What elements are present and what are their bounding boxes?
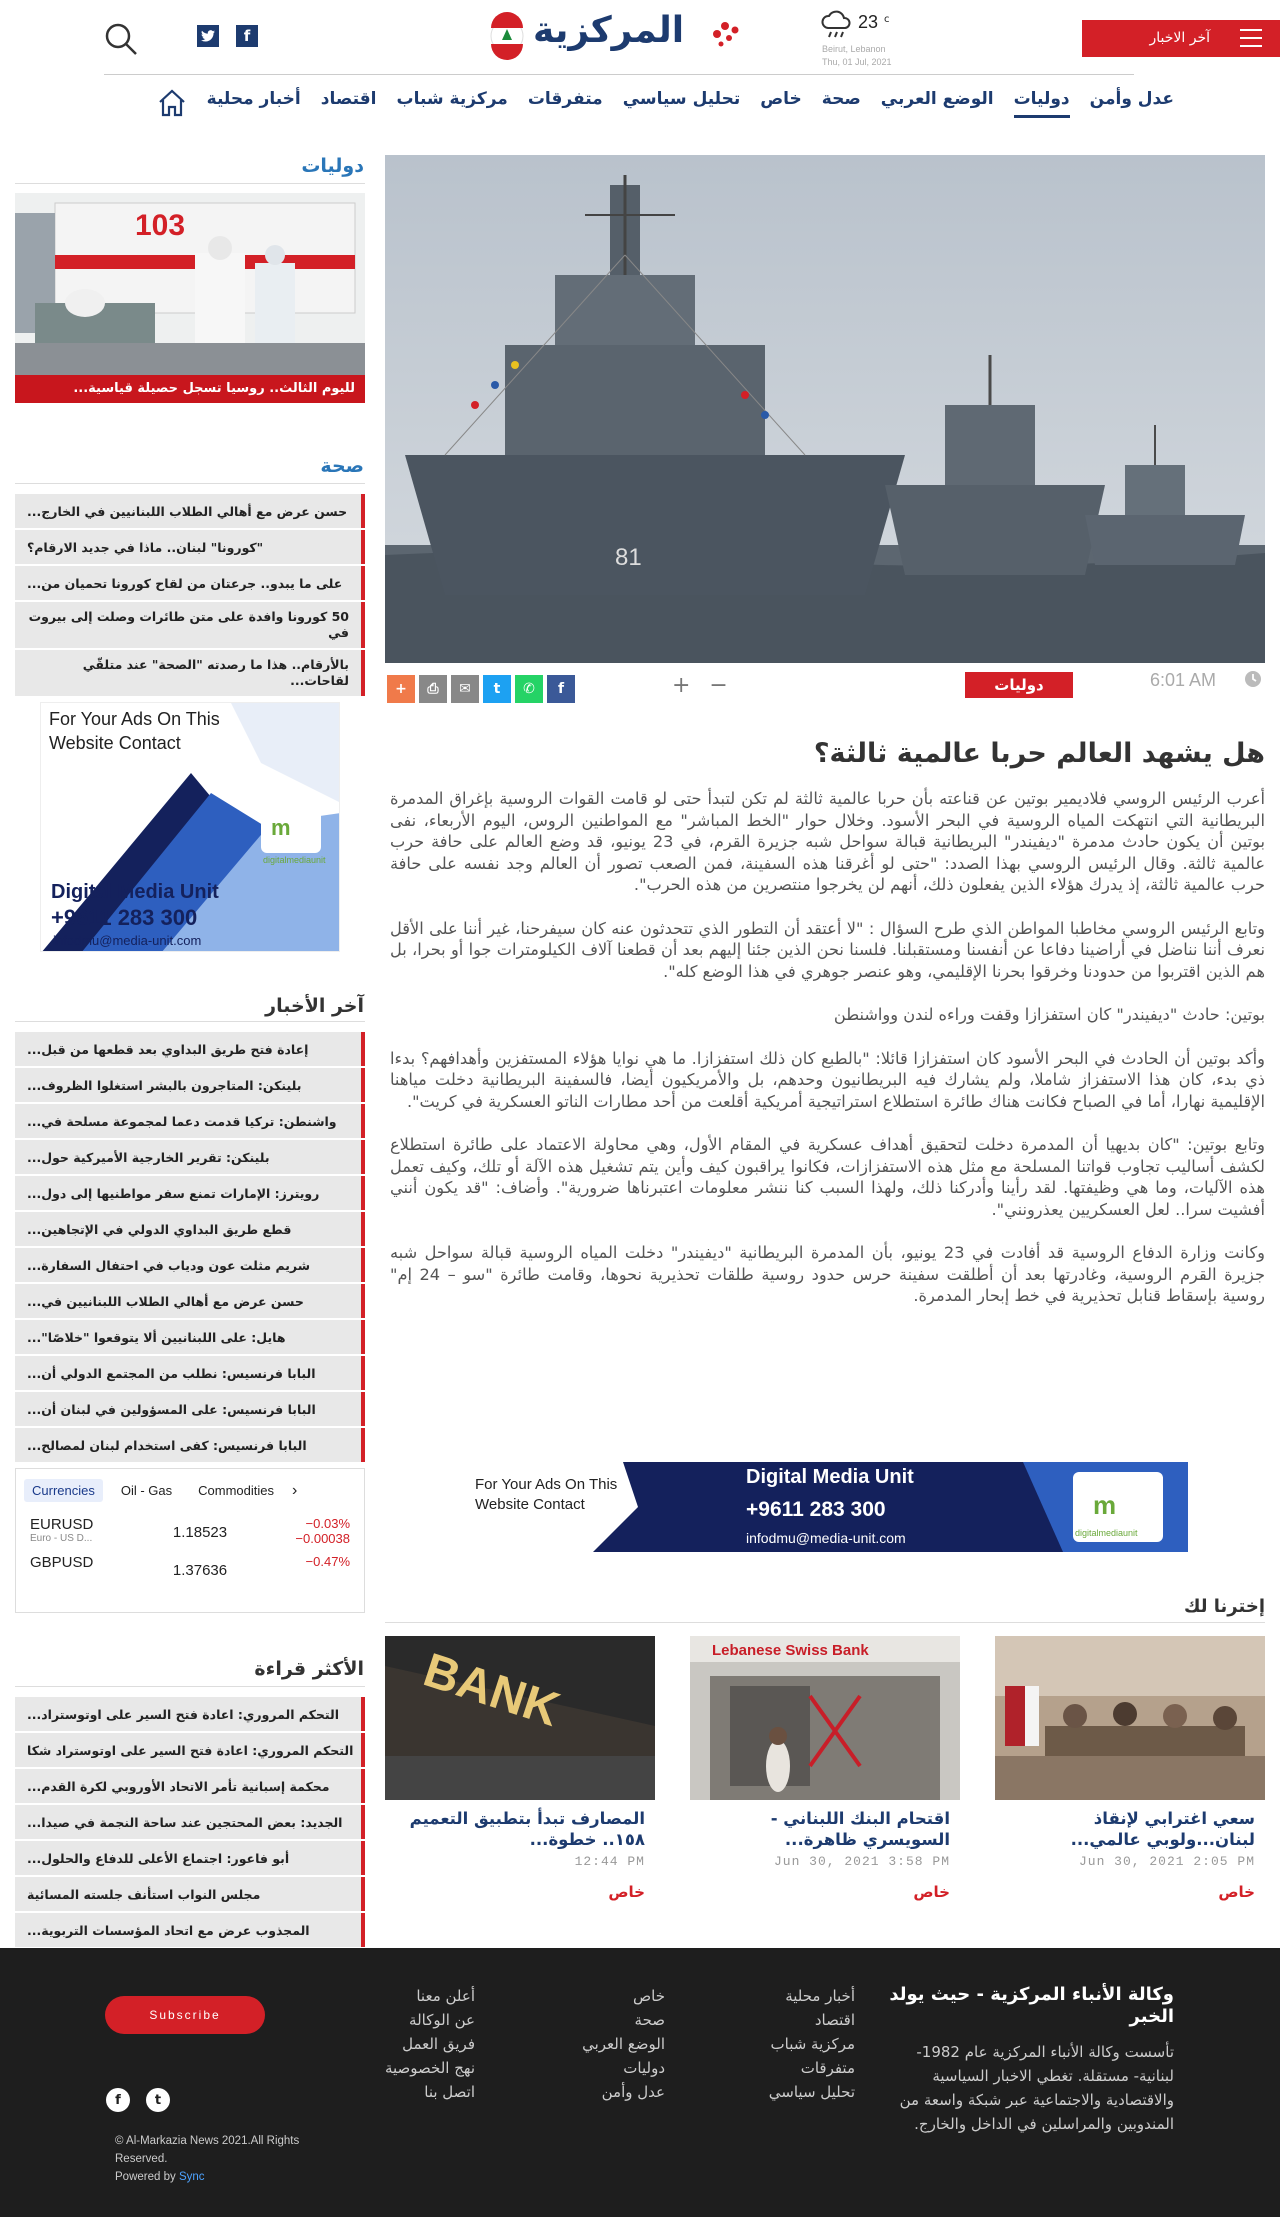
ad-text-line1: For Your Ads On This bbox=[49, 709, 220, 729]
sidebar-ad-banner[interactable] bbox=[40, 702, 340, 952]
latest-news-item[interactable]: البابا فرنسيس: كفى استخدام لبنان لمصالح... bbox=[15, 1428, 365, 1462]
article-body bbox=[390, 788, 1265, 1329]
svg-text:103: 103 bbox=[135, 209, 186, 242]
email-icon[interactable]: ✉ bbox=[451, 675, 479, 703]
footer-copyright bbox=[115, 2132, 315, 2186]
footer-links-col1 bbox=[769, 1984, 855, 2104]
share-buttons bbox=[387, 675, 575, 703]
health-list bbox=[15, 494, 365, 698]
most-read-item[interactable]: المجذوب عرض مع اتحاد المؤسسات التربوية... bbox=[15, 1913, 365, 1947]
selection-divider bbox=[385, 1622, 1265, 1623]
sync-link[interactable]: Sync bbox=[178, 2171, 205, 2183]
ad-brand: Digital Media Unit bbox=[51, 881, 219, 903]
article-paragraph: أعرب الرئيس الروسي فلاديمير بوتين عن قناعته بأن حربا عالمية ثالثة لم تكن لتبدأ حتى لو قامت القوات الروسية بإغراق المدمرة البريطانية التي انتهكت المياه الروسية في البحر الأسود. وخلال حوار "الخط المباشر" مع المواطنين الروس، اليوم الأربعاء، نفى بوتين أن يكون حادث مدمرة "ديفيندر" البريطانية قبالة سواحل شبه جزيرة القرم، في 23 يونيو، قد وضع العالم على حافة حرب عالمية ثالثة. وقال الرئيس الروسي بهذا الصدد: "حتى لو أغرقنا هذه السفينة، فمن الصعب تصور أن العالم وجد نفسه على حافة حرب عالمية ثالثة، إذ يدرك هؤلاء الذين يفعلون ذلك، أنهم لن يخرجوا منتصرين من هذه الحرب". bbox=[390, 789, 1265, 894]
footer-link[interactable]: اقتصاد bbox=[814, 2011, 855, 2029]
footer-link[interactable]: اتصل بنا bbox=[424, 2083, 475, 2101]
footer-link[interactable]: خاص bbox=[633, 1987, 665, 2005]
font-size-controls[interactable]: + − bbox=[672, 673, 734, 698]
ad-text-line2: Website Contact bbox=[49, 733, 181, 753]
weather-temp: 23 bbox=[858, 12, 879, 32]
weather-unit: c bbox=[884, 14, 890, 25]
lebanon-flag-icon bbox=[491, 12, 523, 60]
tab-commodities[interactable]: Commodities bbox=[198, 1483, 275, 1498]
currency-price: 1.18523 bbox=[172, 1524, 228, 1541]
svg-text:m: m bbox=[1093, 1490, 1117, 1520]
home-icon[interactable] bbox=[157, 88, 187, 118]
card-image bbox=[995, 1636, 1265, 1800]
cloud-rain-icon bbox=[820, 10, 854, 40]
card-image bbox=[385, 1636, 655, 1800]
article-subheading: بوتين: حادث "ديفيندر" كان استفزازا وقفت وراءه لندن وواشنطن bbox=[833, 1005, 1265, 1024]
sidebar-divider bbox=[15, 183, 365, 184]
currency-desc: Euro - US D... bbox=[30, 1533, 93, 1544]
sidebar-world-caption: لليوم الثالث.. روسيا تسجل حصيلة قياسية... bbox=[15, 375, 365, 403]
most-read-item[interactable]: محكمة إسبانية تأمر الاتحاد الأوروبي لكرة القدم... bbox=[15, 1769, 365, 1803]
svg-text:81: 81 bbox=[615, 544, 642, 571]
twitter-share-icon[interactable]: t bbox=[483, 675, 511, 703]
article-paragraph: وتابع الرئيس الروسي مخاطبا المواطن الذي طرح السؤال : "لا أعتقد أن التطور الذي تتحدثون عنه كان سيفرحنا، غير أننا على الأقل نعرف أننا نناضل في أراضينا دفاعا عن أنفسنا ومستقبلنا. فلسنا نحن الذين جئنا إليهم بعد أن قطعنا آلاف الكيلومترات جوا أو بحرا، بل هم الذين اقتربوا من حدودنا وخرقوا بحرنا الإقليمي، وهو عنصر جوهري في هذا الوضع كله". bbox=[390, 918, 1265, 981]
ad-phone: +9611 283 300 bbox=[746, 1498, 886, 1521]
footer-links-col2 bbox=[582, 1984, 665, 2104]
most-read-item[interactable]: التحكم المروري: اعادة فتح السير على اوتوستراد... bbox=[15, 1697, 365, 1731]
whatsapp-icon[interactable]: ✆ bbox=[515, 675, 543, 703]
footer-link[interactable]: أعلن معنا bbox=[416, 1987, 475, 2005]
sidebar-latest-title[interactable]: آخر الأخبار bbox=[265, 995, 364, 1017]
weather-widget bbox=[820, 8, 910, 70]
footer-link[interactable]: متفرقات bbox=[800, 2059, 855, 2077]
card-sign-text: BANK bbox=[417, 1643, 566, 1737]
sidebar-world-card[interactable] bbox=[15, 193, 365, 403]
health-list-item[interactable]: بالأرقام.. هذا ما رصدته "الصحة" عند متلقّي لقاحات... bbox=[15, 650, 365, 696]
sidebar-mostread-title[interactable]: الأكثر قراءة bbox=[254, 1658, 364, 1680]
latest-news-item[interactable]: رويترز: الإمارات تمنع سفر مواطنيها إلى دول... bbox=[15, 1176, 365, 1210]
footer-link[interactable]: مركزية شباب bbox=[770, 2035, 855, 2053]
health-list-item[interactable]: 50 كورونا وافدة على متن طائرات وصلت إلى بيروت في bbox=[15, 602, 365, 648]
footer-about: تأسست وكالة الأنباء المركزية عام 1982- لبنانية- مستقلة. تغطي الاخبار السياسية والاقتصادية والاجتماعية عبر شبكة واسعة من المندوبين والمراسلين في الداخل والخارج. bbox=[899, 2043, 1174, 2133]
currency-row[interactable] bbox=[16, 1512, 364, 1550]
footer-link[interactable]: نهج الخصوصية bbox=[384, 2059, 475, 2077]
currency-price: 1.37636 bbox=[172, 1562, 228, 1579]
chevron-right-icon[interactable]: › bbox=[292, 1481, 298, 1499]
nav-item-health[interactable]: صحة bbox=[821, 88, 861, 109]
weather-location: Beirut, Lebanon bbox=[822, 44, 886, 54]
facebook-share-icon[interactable]: f bbox=[547, 675, 575, 703]
search-icon[interactable] bbox=[104, 22, 138, 56]
latest-news-item[interactable]: شريم مثلت عون ودياب في احتفال السفارة... bbox=[15, 1248, 365, 1282]
ad-logo: digitalmediaunit bbox=[263, 855, 326, 865]
health-list-item[interactable]: على ما يبدو.. جرعتان من لقاح كورونا تحميان من... bbox=[15, 566, 365, 600]
selection-card[interactable] bbox=[690, 1636, 960, 1901]
card-sign-text: Lebanese Swiss Bank bbox=[712, 1642, 869, 1659]
latest-news-item[interactable]: حسن عرض مع أهالي الطلاب اللبنانيين في... bbox=[15, 1284, 365, 1318]
tab-currencies[interactable]: Currencies bbox=[24, 1479, 103, 1502]
nav-item-analysis[interactable]: تحليل سياسي bbox=[622, 88, 741, 109]
article-paragraph: وأكد بوتين أن الحادث في البحر الأسود كان استفزازا قائلا: "بالطبع كان ذلك استفزازا. ما هي نوايا هؤلاء المستفزين وأهدافهم؟ بدءا ذي بدء، كان هذا الاستفزاز شاملا، ولم يشارك فيه البريطانيون وحدهم، بل والأمريكيون أيضا، فالسفينة البريطانية دخلت مياهنا الإقليمية نهارا، أما في الصباح فكانت هناك طائرة استطلاع استراتيجية أمريكية أقلعت من أحد مطارات الناتو العسكرية في كريت". bbox=[390, 1048, 1265, 1111]
latest-news-item[interactable]: البابا فرنسيس: على المسؤولين في لبنان أن... bbox=[15, 1392, 365, 1426]
health-list-item[interactable]: حسن عرض مع أهالي الطلاب اللبنانيين في الخارج... bbox=[15, 494, 365, 528]
latest-news-item[interactable]: البابا فرنسيس: نطلب من المجتمع الدولي أن... bbox=[15, 1356, 365, 1390]
card-tag[interactable]: خاص bbox=[1218, 1883, 1255, 1901]
footer-facebook-icon[interactable]: f bbox=[106, 2088, 130, 2112]
nav-item-arab[interactable]: الوضع العربي bbox=[880, 88, 994, 109]
currency-widget bbox=[15, 1468, 365, 1613]
sidebar-health-title[interactable]: صحة bbox=[320, 455, 364, 477]
currency-change-abs: −0.00038 bbox=[295, 1531, 350, 1546]
article-paragraph: وكانت وزارة الدفاع الروسية قد أفادت في 23 يونيو، بأن المدمرة البريطانية "ديفيندر" دخلت المياه الروسية قبالة سواحل شبه جزيرة القرم الروسية، وغادرتها بعد أن أطلقت سفينة حرس حدود روسية طلقات تحذيرية نحوها، وقامت طائرة "سو – 24 إم" روسية بإسقاط قنابل تحذيرية في خط إبحار المدمرة. bbox=[390, 1243, 1265, 1305]
currency-change-pct: −0.03% bbox=[305, 1516, 350, 1531]
nav-item-misc[interactable]: متفرقات bbox=[527, 88, 603, 109]
footer-twitter-icon[interactable]: t bbox=[146, 2088, 170, 2112]
selection-card[interactable] bbox=[385, 1636, 655, 1901]
most-read-item[interactable]: التحكم المروري: اعادة فتح السير على اوتوستراد شكا bbox=[15, 1733, 365, 1767]
footer-link[interactable]: أخبار محلية bbox=[785, 1987, 855, 2005]
latest-news-item[interactable]: واشنطن: تركيا قدمت دعما لمجموعة مسلحة في... bbox=[15, 1104, 365, 1138]
latest-news-list bbox=[15, 1032, 365, 1464]
footer-links-col3 bbox=[385, 1984, 475, 2104]
latest-news-item[interactable]: هايل: على اللبنانيين ألا يتوقعوا "خلاصًا"... bbox=[15, 1320, 365, 1354]
footer-link[interactable]: الوضع العربي bbox=[582, 2035, 665, 2053]
sidebar-divider bbox=[15, 483, 365, 484]
ad-email: infodmu@media-unit.com bbox=[53, 933, 202, 948]
ad-text-line1: For Your Ads On This bbox=[475, 1476, 618, 1493]
latest-news-label: آخر الاخبار bbox=[1149, 30, 1210, 46]
most-read-item[interactable]: أبو فاعور: اجتماع الأعلى للدفاع والحلول... bbox=[15, 1841, 365, 1875]
currency-row[interactable] bbox=[16, 1550, 364, 1583]
latest-news-item[interactable]: إعادة فتح طريق البداوي بعد قطعها من قبل... bbox=[15, 1032, 365, 1066]
article-paragraph: وتابع بوتين: "كان بديهيا أن المدمرة دخلت لتحقيق أهداف عسكرية في المقام الأول، وهي محاولة الاعتماد على طائرة استطلاع لكشف أساليب تجاوب قواتنا المسلحة مع مثل هذه الاستفزازات، فكانوا يراقبون كيف وأين يتم تشغيل هذه الآلة أو تلك، وكيف تعمل هذه الآليات، وما هي وظيفتها. لقد رأينا وأدركنا ذلك، ولهذا السبب كنا ننشر معلومات اعتبرناها ضرورية". وأضاف: "قد يكون أنني أفشيت سرا.. لعل العسكريين يعذرونني". bbox=[390, 1135, 1265, 1219]
latest-news-item[interactable]: قطع طريق البداوي الدولي في الإتجاهين... bbox=[15, 1212, 365, 1246]
subscribe-button[interactable]: Subscribe bbox=[105, 1996, 265, 2034]
article-hero-image bbox=[385, 155, 1265, 663]
share-more-icon[interactable]: + bbox=[387, 675, 415, 703]
selection-title: إخترنا لك bbox=[1184, 1596, 1265, 1617]
card-tag[interactable]: خاص bbox=[608, 1883, 645, 1901]
footer-link[interactable]: صحة bbox=[634, 2011, 665, 2029]
selection-card[interactable] bbox=[995, 1636, 1265, 1901]
currency-change-pct: −0.47% bbox=[305, 1554, 350, 1569]
ad-logo: digitalmediaunit bbox=[1075, 1528, 1138, 1538]
sidebar-divider bbox=[15, 1021, 365, 1022]
ambulance-image bbox=[15, 193, 365, 403]
copyright-text: © Al-Markazia News 2021.All Rights Reserved. bbox=[115, 2135, 300, 2165]
clock-icon bbox=[1244, 670, 1262, 688]
sidebar-divider bbox=[15, 1686, 365, 1687]
footer-link[interactable]: فريق العمل bbox=[402, 2035, 475, 2053]
logo-dots-icon bbox=[713, 22, 739, 47]
health-list-item[interactable]: "كورونا" لبنان.. ماذا في جديد الارقام؟ bbox=[15, 530, 365, 564]
print-icon[interactable]: ⎙ bbox=[419, 675, 447, 703]
menu-icon[interactable] bbox=[1240, 29, 1262, 47]
most-read-item[interactable]: مجلس النواب استأنف جلسته المسائية bbox=[15, 1877, 365, 1911]
facebook-icon[interactable]: f bbox=[236, 25, 258, 47]
nav-item-economy[interactable]: اقتصاد bbox=[320, 88, 377, 109]
site-logo[interactable] bbox=[485, 8, 745, 63]
weather-date: Thu, 01 Jul, 2021 bbox=[822, 57, 892, 67]
latest-news-item[interactable]: بلينكن: المتاجرون بالبشر استغلوا الظروف... bbox=[15, 1068, 365, 1102]
card-image bbox=[690, 1636, 960, 1800]
latest-news-item[interactable]: بلينكن: تقرير الخارجية الأميركية حول... bbox=[15, 1140, 365, 1174]
card-title[interactable]: اقتحام البنك اللبناني - السويسري ظاهرة... bbox=[770, 1809, 950, 1849]
ad-brand: Digital Media Unit bbox=[746, 1466, 914, 1488]
card-date: Jun 30, 2021 2:05 PM bbox=[1078, 1854, 1255, 1869]
ad-phone: +9611 283 300 bbox=[51, 905, 198, 930]
twitter-icon[interactable] bbox=[197, 25, 219, 47]
logo-text: المركزية bbox=[533, 10, 685, 51]
card-date: Jun 30, 2021 3:58 PM bbox=[773, 1854, 950, 1869]
main-nav bbox=[151, 88, 1174, 118]
nav-item-youth[interactable]: مركزية شباب bbox=[396, 88, 508, 109]
header-divider bbox=[104, 74, 1134, 75]
site-footer bbox=[0, 1948, 1280, 2217]
most-read-item[interactable]: الجديد: بعض المحتجين عند ساحة النجمة في صيدا... bbox=[15, 1805, 365, 1839]
footer-link[interactable]: دوليات bbox=[623, 2059, 665, 2077]
most-read-list bbox=[15, 1697, 365, 1949]
ad-text-line2: Website Contact bbox=[475, 1496, 585, 1513]
sidebar-world-title[interactable]: دوليات bbox=[301, 155, 364, 177]
currency-pair: EURUSD bbox=[30, 1516, 94, 1533]
article-title: هل يشهد العالم حربا عالمية ثالثة؟ bbox=[813, 738, 1265, 769]
article-ad-banner[interactable] bbox=[463, 1462, 1188, 1552]
footer-heading: وكالة الأنباء المركزية - حيث يولد الخبر bbox=[889, 1984, 1174, 2027]
nav-item-justice[interactable]: عدل وأمن bbox=[1089, 88, 1174, 109]
currency-pair: GBPUSD bbox=[30, 1554, 94, 1571]
powered-by-text: Powered by bbox=[115, 2171, 176, 2183]
tab-oil-gas[interactable]: Oil - Gas bbox=[120, 1483, 173, 1498]
card-title[interactable]: سعي اغترابي لإنقاذ لبنان...ولوبي عالمي... bbox=[1070, 1809, 1255, 1849]
card-date: 12:44 PM bbox=[574, 1854, 645, 1869]
nav-item-local[interactable]: أخبار محلية bbox=[206, 88, 301, 109]
footer-link[interactable]: عدل وأمن bbox=[601, 2083, 665, 2101]
card-tag[interactable]: خاص bbox=[913, 1883, 950, 1901]
nav-item-exclusive[interactable]: خاص bbox=[760, 88, 802, 109]
footer-link[interactable]: عن الوكالة bbox=[409, 2011, 475, 2029]
svg-text:m: m bbox=[271, 815, 291, 840]
card-title[interactable]: المصارف تبدأ بتطبيق التعميم ١٥٨.. خطوة... bbox=[409, 1809, 645, 1849]
ad-email: infodmu@media-unit.com bbox=[746, 1530, 906, 1546]
article-category-badge[interactable]: دوليات bbox=[965, 672, 1073, 698]
article-time: 6:01 AM bbox=[1150, 670, 1217, 690]
nav-item-world[interactable]: دوليات bbox=[1014, 89, 1070, 118]
footer-link[interactable]: تحليل سياسي bbox=[768, 2083, 855, 2101]
